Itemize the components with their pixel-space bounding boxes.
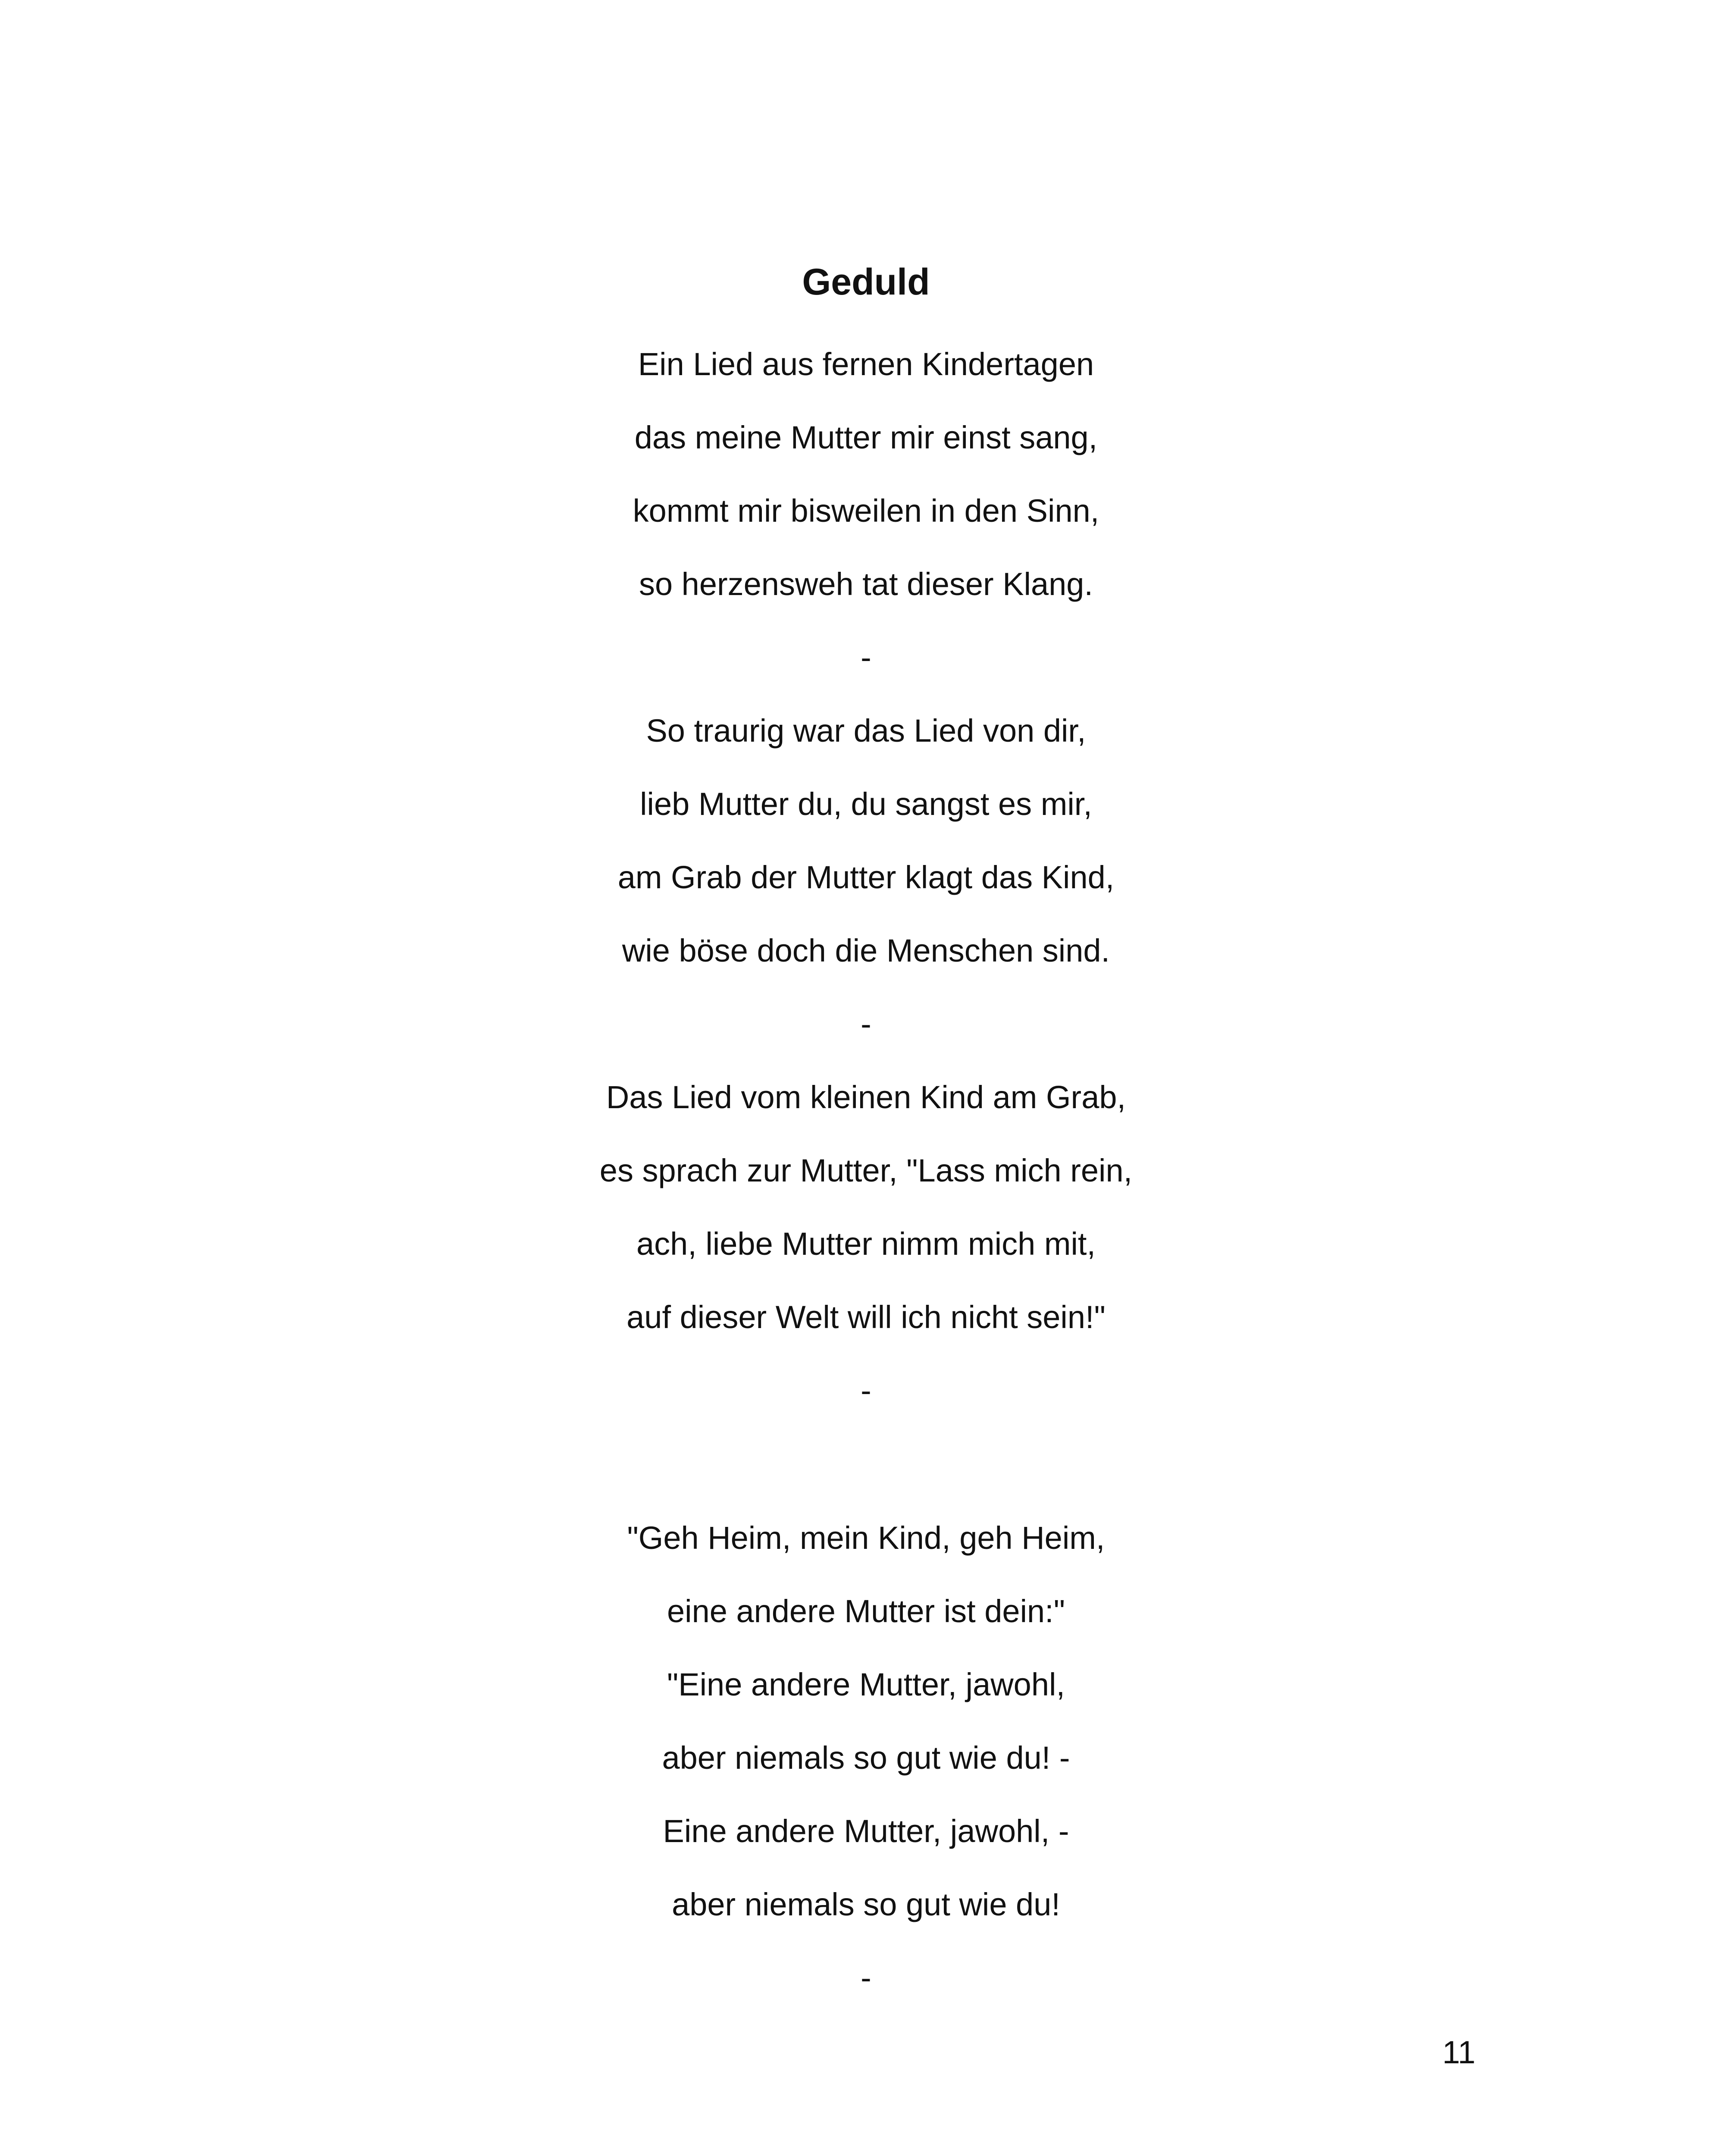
poem-line: "Eine andere Mutter, jawohl,	[667, 1667, 1065, 1702]
page-number: 11	[1442, 2034, 1475, 2070]
poem-line: das meine Mutter mir einst sang,	[634, 420, 1098, 455]
poem-title: Geduld	[802, 261, 930, 303]
poem-line: eine andere Mutter ist dein:"	[667, 1593, 1065, 1629]
poem-line: Das Lied vom kleinen Kind am Grab,	[606, 1079, 1126, 1115]
poem-line: lieb Mutter du, du sangst es mir,	[640, 786, 1092, 822]
poem-line: So traurig war das Lied von dir,	[646, 713, 1086, 749]
stanza-separator: -	[861, 639, 871, 675]
poem-line: Ein Lied aus fernen Kindertagen	[638, 346, 1094, 382]
poem-line: Eine andere Mutter, jawohl, -	[663, 1813, 1069, 1849]
poem-line: "Geh Heim, mein Kind, geh Heim,	[627, 1520, 1105, 1556]
poem-line: aber niemals so gut wie du!	[672, 1887, 1060, 1922]
poem-line: aber niemals so gut wie du! -	[662, 1740, 1070, 1776]
poem-line: am Grab der Mutter klagt das Kind,	[617, 859, 1115, 895]
poem-line: wie böse doch die Menschen sind.	[622, 933, 1110, 968]
poem-line: so herzensweh tat dieser Klang.	[639, 566, 1093, 602]
stanza-separator: -	[861, 1960, 871, 1996]
stanza-separator: -	[861, 1006, 871, 1042]
stanza-separator: -	[861, 1373, 871, 1408]
poem-line: es sprach zur Mutter, "Lass mich rein,	[599, 1153, 1133, 1188]
poem-line: ach, liebe Mutter nimm mich mit,	[636, 1226, 1096, 1262]
poem-line: kommt mir bisweilen in den Sinn,	[633, 493, 1099, 529]
poem-line: auf dieser Welt will ich nicht sein!"	[626, 1299, 1106, 1335]
